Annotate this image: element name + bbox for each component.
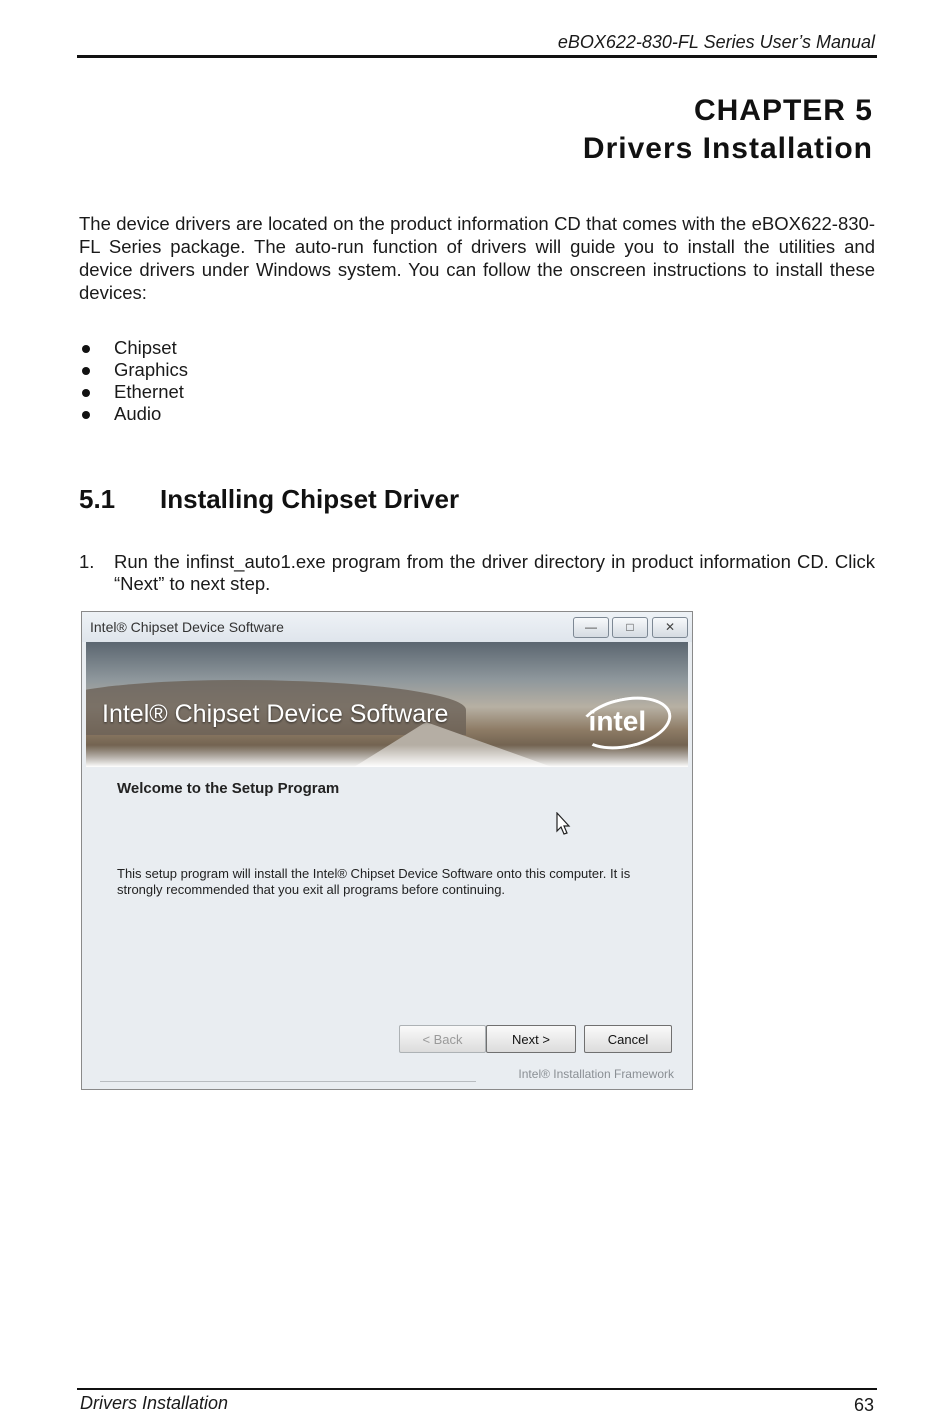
maximize-button[interactable]: □ [612,617,648,638]
bullet-icon [82,345,90,353]
framework-footer [100,1067,674,1083]
step-text: Run the infinst_auto1.exe program from the driver directory in product information CD. Click “Next” to next step. [114,551,875,594]
footer-section: Drivers Installation [80,1393,229,1413]
chapter-title: Drivers Installation [582,132,873,165]
bullet-icon [82,367,90,375]
window-title: Intel® Chipset Device Software [90,619,284,635]
step-item [79,551,875,595]
list-item: Ethernet [79,381,188,403]
page-number: 63 [853,1395,874,1415]
next-button[interactable]: Next > [486,1025,576,1053]
setup-description: This setup program will install the Intel® Chipset Device Software onto this computer. It is strongly recommended that you exit all programs before continuing. [117,866,631,897]
intel-logo: intel [574,689,676,757]
window-titlebar [82,612,692,642]
list-item: Chipset [79,337,188,359]
bullet-icon [82,411,90,419]
chapter-heading [583,92,873,168]
list-item: Audio [79,403,188,425]
framework-label: Intel® Installation Framework [518,1067,674,1081]
chapter-number: CHAPTER 5 [693,94,873,127]
welcome-heading: Welcome to the Setup Program [117,780,340,797]
banner-image [86,642,688,767]
section-heading [79,484,459,515]
close-button[interactable]: ✕ [652,617,688,638]
bullet-icon [82,389,90,397]
footer-rule [77,1388,877,1390]
intro-paragraph: The device drivers are located on the product information CD that comes with the eBOX622-830-FL Series package. The auto-run function of drivers will guide you to install the utilities and device drivers under Windows system. You can follow the onscreen instructions to install these devices: [79,213,875,303]
mouse-pointer-icon [556,812,572,836]
banner-title: Intel® Chipset Device Software [102,700,449,728]
section-number: 5.1 [79,484,116,514]
cancel-button[interactable]: Cancel [584,1025,672,1053]
step-number: 1. [79,551,95,572]
running-header: eBOX622-830-FL Series User’s Manual [557,32,875,52]
device-list [79,337,188,425]
list-item: Graphics [79,359,188,381]
header-rule [77,55,877,58]
section-title: Installing Chipset Driver [160,484,460,514]
minimize-button[interactable]: — [573,617,609,638]
installer-window-screenshot [81,611,693,1090]
back-button[interactable]: < Back [399,1025,486,1053]
